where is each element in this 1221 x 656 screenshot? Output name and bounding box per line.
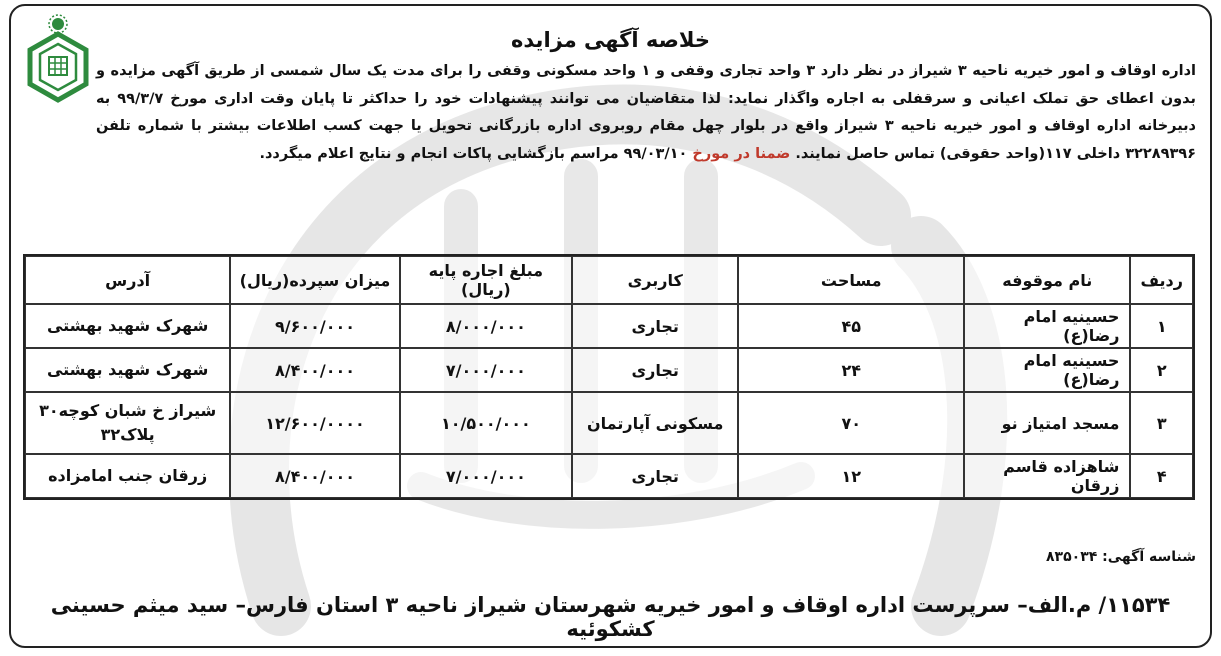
notice-body-part-b: ۹۹/۰۳/۱۰ مراسم بازگشایی پاکات انجام و نتایج اعلام میگردد. — [259, 145, 688, 162]
header-usage: کاربری — [572, 256, 738, 304]
footer-signature: ۱۱۵۳۴/ م.الف– سرپرست اداره اوقاف و امور خیریه شهرستان شیراز ناحیه ۳ استان فارس– سید میثم حسینی کشکوئیه — [50, 593, 1171, 641]
notice-body — [96, 58, 1196, 168]
cell-usage: تجاری — [572, 304, 738, 348]
cell-address: شهرک شهید بهشتی — [25, 348, 230, 392]
cell-area: ۷۰ — [738, 392, 964, 454]
cell-deposit: ۸/۴۰۰/۰۰۰ — [230, 454, 399, 498]
header-endowment: نام موقوفه — [964, 256, 1130, 304]
cell-address: شیراز خ شبان کوچه۳۰ پلاک۳۲ — [25, 392, 230, 454]
table-row — [25, 304, 1193, 348]
cell-endowment: حسینیه امام رضا(ع) — [964, 348, 1130, 392]
cell-endowment: حسینیه امام رضا(ع) — [964, 304, 1130, 348]
notice-title: خلاصه آگهی مزایده — [511, 28, 710, 52]
cell-base-rent: ۸/۰۰۰/۰۰۰ — [400, 304, 572, 348]
notice-frame — [9, 4, 1212, 648]
notice-body-part-a: اداره اوقاف و امور خیریه ناحیه ۳ شیراز در نظر دارد ۳ واحد تجاری وقفی و ۱ واحد مسکونی وقفی را برای مدت یک سال شمسی از طریق آگهی مزایده و بدون اعطای حق تملک اعیانی و سرقفلی به اجاره واگذار نماید: لذا متقاضیان می توانند پیشنهادات خود را حداکثر تا پایان وقت اداری مورخ ۹۹/۳/۷ به دبیرخانه اداره اوقاف و امور خیریه ناحیه ۳ شیراز واقع در بلوار چهل مقام روبروی اداره بازرگانی تحویل یا جهت کسب اطلاعات بیشتر با شماره تلفن ۳۲۲۸۹۳۹۶ داخلی ۱۱۷(واحد حقوقی) تماس حاصل نمایند. — [96, 63, 1197, 162]
cell-usage: تجاری — [572, 348, 738, 392]
notice-body-highlight: ضمنا در مورخ — [692, 145, 791, 162]
auction-table — [23, 254, 1195, 500]
header-base-rent: مبلغ اجاره پایه (ریال) — [400, 256, 572, 304]
cell-row-no: ۳ — [1130, 392, 1193, 454]
header-deposit: میزان سپرده(ریال) — [230, 256, 399, 304]
cell-area: ۱۲ — [738, 454, 964, 498]
cell-deposit: ۹/۶۰۰/۰۰۰ — [230, 304, 399, 348]
cell-base-rent: ۷/۰۰۰/۰۰۰ — [400, 348, 572, 392]
cell-deposit: ۱۲/۶۰۰/۰۰۰۰ — [230, 392, 399, 454]
cell-row-no: ۴ — [1130, 454, 1193, 498]
header-row-no: ردیف — [1130, 256, 1193, 304]
cell-row-no: ۲ — [1130, 348, 1193, 392]
cell-deposit: ۸/۴۰۰/۰۰۰ — [230, 348, 399, 392]
table-row — [25, 392, 1193, 454]
cell-area: ۴۵ — [738, 304, 964, 348]
table-header-row — [25, 256, 1193, 304]
header-address: آدرس — [25, 256, 230, 304]
header-area: مساحت — [738, 256, 964, 304]
cell-usage: تجاری — [572, 454, 738, 498]
ad-id-label: شناسه آگهی: ۸۳۵۰۳۴ — [1046, 549, 1196, 565]
cell-endowment: مسجد امتیاز نو — [964, 392, 1130, 454]
organization-logo-icon — [23, 12, 93, 104]
cell-base-rent: ۷/۰۰۰/۰۰۰ — [400, 454, 572, 498]
cell-endowment: شاهزاده قاسم زرقان — [964, 454, 1130, 498]
table-row — [25, 454, 1193, 498]
cell-address: زرقان جنب امامزاده — [25, 454, 230, 498]
cell-base-rent: ۱۰/۵۰۰/۰۰۰ — [400, 392, 572, 454]
cell-address: شهرک شهید بهشتی — [25, 304, 230, 348]
table-row — [25, 348, 1193, 392]
cell-usage: مسکونی آپارتمان — [572, 392, 738, 454]
cell-row-no: ۱ — [1130, 304, 1193, 348]
cell-area: ۲۴ — [738, 348, 964, 392]
